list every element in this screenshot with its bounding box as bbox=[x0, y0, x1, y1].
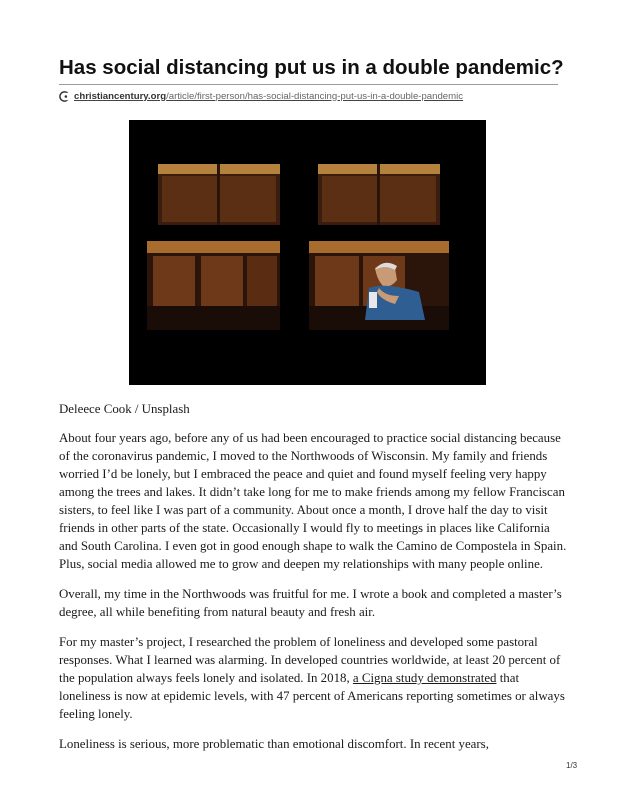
page-title: Has social distancing put us in a double pandemic? bbox=[59, 56, 564, 79]
paragraph-2: Overall, my time in the Northwoods was fruitful for me. I wrote a book and completed a master’s degree, all while benefiting from natural beauty and fresh air. bbox=[59, 587, 562, 619]
photo-caption: Deleece Cook / Unsplash bbox=[59, 402, 190, 416]
cigna-study-link[interactable]: a Cigna study demonstrated bbox=[352, 671, 497, 685]
title-divider bbox=[59, 84, 558, 85]
source-line bbox=[59, 89, 463, 103]
page-number: 1/3 bbox=[566, 761, 578, 770]
paragraph-1: About four years ago, before any of us had been encouraged to practice social distancing because of the coronavirus pandemic, I moved to the Northwoods of Wisconsin. My family and friends worried I’d be lonely, but I embraced the peace and quiet and found myself feeling very happy among the trees and lakes. It didn’t take long for me to make friends among my fellow Franciscan sisters, to feel like I was part of a community. About once a month, I drove half the day to visit friends in other parts of the state. Occasionally I would fly to meetings in places like California and South Carolina. I even got in good enough shape to walk the Camino de Compostela in Spain. Plus, social media allowed me to grow and deepen my relationships with many people online. bbox=[59, 431, 567, 571]
source-site-icon bbox=[59, 91, 70, 102]
article-body bbox=[59, 429, 569, 765]
article-photo bbox=[129, 120, 486, 385]
source-domain: christiancentury.org bbox=[74, 90, 167, 102]
paragraph-3 bbox=[59, 633, 569, 723]
paragraph-3-text-start: For my master’s project, I researched the problem of loneliness and developed some pastoral responses. What I learned was alarming. In developed countries worldwide, at least 20 percent of the population always feels lonely and isolated. In 2018, bbox=[59, 635, 561, 685]
source-link[interactable] bbox=[74, 91, 463, 102]
source-path: /article/first-person/has-social-distancing-put-us-in-a-double-pandemic bbox=[166, 90, 464, 102]
paragraph-4: Loneliness is serious, more problematic than emotional discomfort. In recent years, bbox=[59, 737, 489, 751]
paragraph-3-text-end: that loneliness is now at epidemic levels, with 47 percent of Americans reporting sometimes or always feeling lonely. bbox=[59, 671, 565, 721]
